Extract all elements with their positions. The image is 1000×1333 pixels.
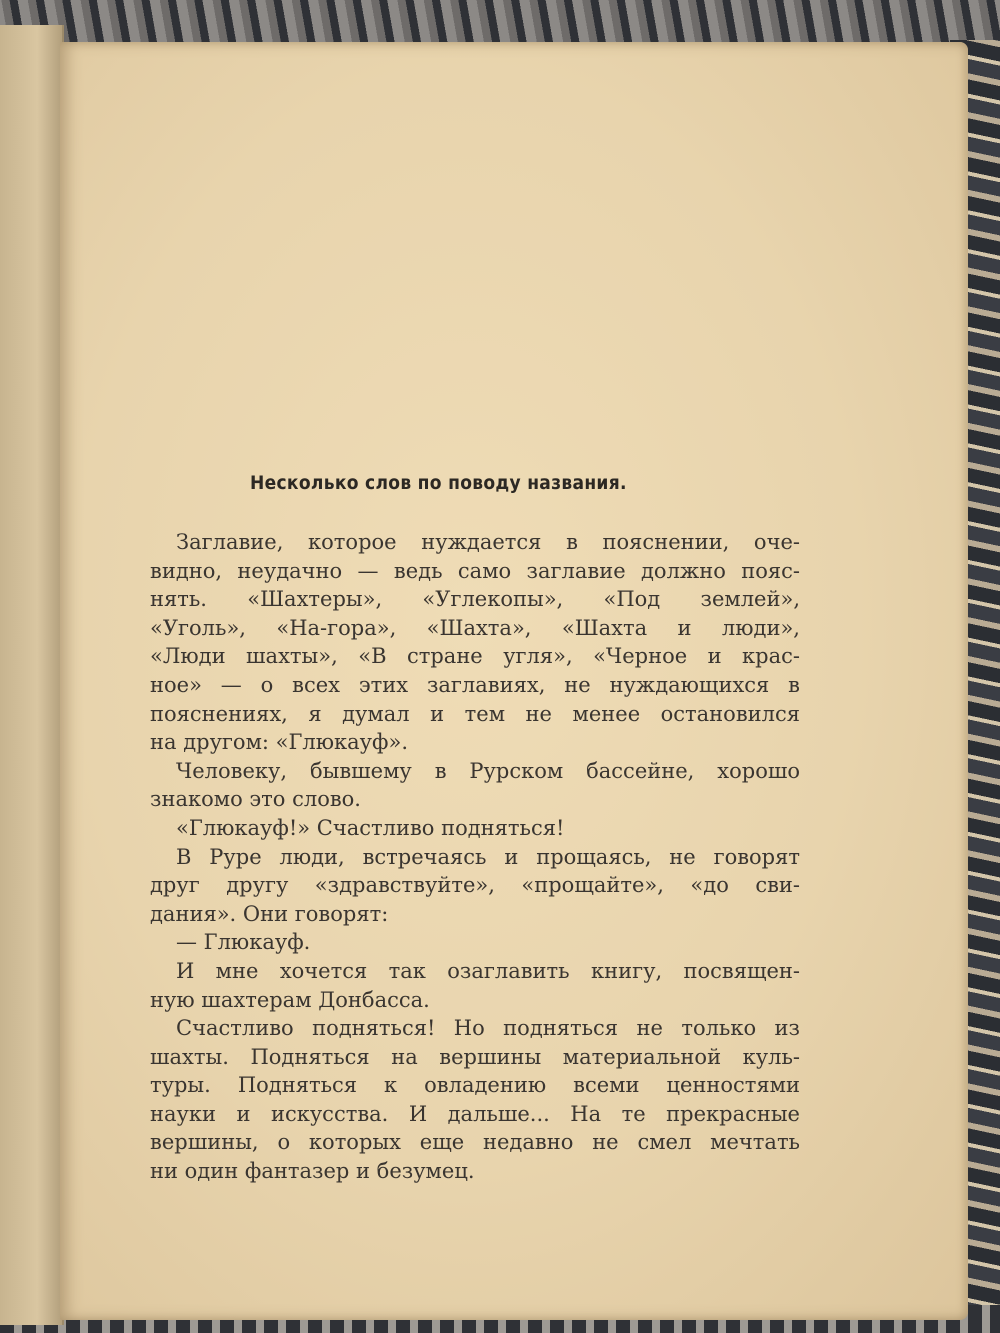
text-line: знакомо это слово.	[150, 787, 361, 812]
text-line: Заглавие, которое нуждается в пояснении, оче-	[176, 530, 800, 554]
facing-page-edge	[0, 25, 64, 1325]
text-line: «Уголь», «На-гора», «Шахта», «Шахта и люди»,	[150, 615, 800, 640]
page-heading: Несколько слов по поводу названия.	[250, 472, 627, 494]
text-line: ни один фантазер и безумец.	[150, 1159, 475, 1184]
text-line: шахты. Подняться на вершины материальной куль-	[150, 1044, 800, 1069]
text-line: вершины, о которых еще недавно не смел мечтать	[150, 1130, 800, 1155]
text-line: ную шахтерам Донбасса.	[150, 987, 430, 1012]
page-body-text	[150, 528, 800, 1186]
text-line: науки и искусства. И дальше... На те прекрасные	[150, 1101, 800, 1126]
text-line: Счастливо подняться! Но подняться не только из	[176, 1016, 800, 1041]
text-line: ное» — о всех этих заглавиях, не нуждающихся в	[150, 672, 800, 697]
text-line: пояснениях, я думал и тем не менее остановился	[150, 701, 800, 726]
text-line: видно, неудачно — ведь само заглавие должно пояс-	[150, 558, 800, 583]
text-line: нять. «Шахтеры», «Углекопы», «Под землей»,	[150, 587, 800, 612]
text-line: И мне хочется так озаглавить книгу, посвящен-	[176, 958, 800, 983]
book-page	[60, 42, 968, 1320]
text-line: «Люди шахты», «В стране угля», «Черное и крас-	[150, 644, 800, 669]
text-line: «Глюкауф!» Счастливо подняться!	[176, 815, 565, 840]
text-line: друг другу «здравствуйте», «прощайте», «до сви-	[150, 873, 800, 898]
text-line: Человеку, бывшему в Рурском бассейне, хорошо	[176, 758, 800, 783]
text-line: В Руре люди, встречаясь и прощаясь, не говорят	[176, 844, 800, 869]
text-line: на другом: «Глюкауф».	[150, 730, 408, 755]
text-line: туры. Подняться к овладению всеми ценностями	[150, 1073, 800, 1098]
text-line: дания». Они говорят:	[150, 901, 389, 926]
text-line: — Глюкауф.	[176, 930, 311, 955]
